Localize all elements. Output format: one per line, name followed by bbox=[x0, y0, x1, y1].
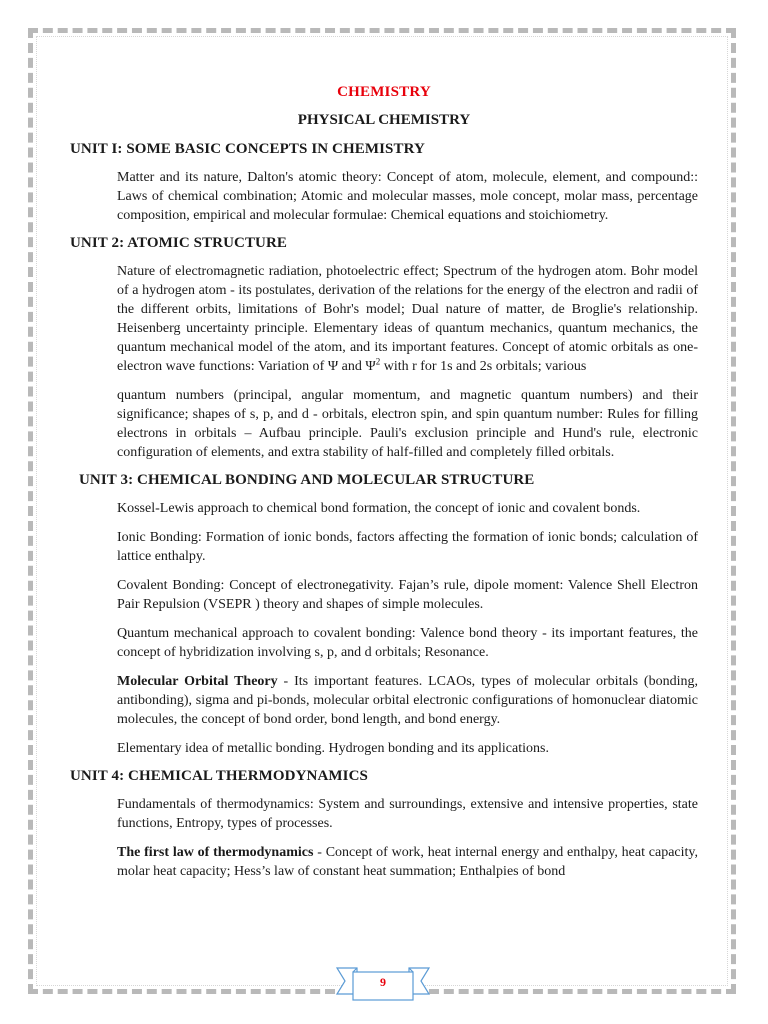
body-paragraph bbox=[117, 168, 698, 225]
body-paragraph bbox=[117, 624, 698, 662]
body-paragraph bbox=[117, 386, 698, 462]
page-number: 9 bbox=[380, 975, 386, 989]
section-title: PHYSICAL CHEMISTRY bbox=[297, 112, 471, 128]
body-paragraph bbox=[117, 739, 698, 758]
body-paragraph bbox=[117, 843, 698, 881]
paragraph-text: Covalent Bonding: Concept of electronegativity. Fajan’s rule, dipole moment: Valence Shell Electron Pair Repulsion (VSEPR ) theory and shapes of simple molecules. bbox=[117, 578, 698, 612]
paragraph-text: Fundamentals of thermodynamics: System and surroundings, extensive and intensive properties, state functions, Entropy, types of processes. bbox=[117, 797, 698, 831]
body-paragraph bbox=[117, 499, 698, 518]
document-body bbox=[70, 84, 698, 891]
superscript: 2 bbox=[375, 356, 381, 367]
page-number-badge bbox=[335, 964, 431, 1004]
document-title: CHEMISTRY bbox=[337, 84, 431, 100]
paragraph-text: Matter and its nature, Dalton's atomic theory: Concept of atom, molecule, element, and compound:: Laws of chemical combination; Atomic and molecular masses, mole concept, molar mass, percentage composition, empirical and molecular formulae: Chemical equations and stoichiometry. bbox=[117, 170, 698, 223]
body-paragraph bbox=[117, 576, 698, 614]
paragraph-text: - Its important features. LCAOs, types of molecular orbitals (bonding, antibonding), sigma and pi-bonds, molecular orbital electronic configurations of homonuclear diatomic molecules, the concept of bond order, bond length, and bond energy. bbox=[117, 674, 698, 727]
paragraph-text: quantum numbers (principal, angular momentum, and magnetic quantum numbers) and their significance; shapes of s, p, and d - orbitals, electron spin, and spin quantum number: Rules for filling electrons in orbitals – Aufbau principle. Pauli's exclusion principle and Hund's rule, electronic configuration of elements, and extra stability of half-filled and completely filled orbitals. bbox=[117, 388, 698, 460]
paragraph-text: - Concept of work, heat internal energy and enthalpy, heat capacity, molar heat capacity; Hess’s law of constant heat summation; Enthalpies of bond bbox=[117, 845, 698, 879]
paragraph-text: Elementary idea of metallic bonding. Hydrogen bonding and its applications. bbox=[117, 741, 549, 756]
unit-heading: UNIT 2: ATOMIC STRUCTURE bbox=[70, 235, 288, 251]
paragraph-text: Quantum mechanical approach to covalent bonding: Valence bond theory - its important features, the concept of hybridization involving s, p, and d orbitals; Resonance. bbox=[117, 626, 698, 660]
body-paragraph bbox=[117, 262, 698, 376]
paragraph-text: Kossel-Lewis approach to chemical bond formation, the concept of ionic and covalent bonds. bbox=[117, 501, 641, 516]
unit-heading: UNIT 4: CHEMICAL THERMODYNAMICS bbox=[70, 768, 368, 784]
paragraph-text: Ionic Bonding: Formation of ionic bonds, factors affecting the formation of ionic bonds; calculation of lattice enthalpy. bbox=[117, 530, 698, 564]
body-paragraph bbox=[117, 795, 698, 833]
units-container bbox=[70, 141, 698, 881]
unit-heading: UNIT 3: CHEMICAL BONDING AND MOLECULAR STRUCTURE bbox=[79, 472, 535, 488]
unit-heading: UNIT I: SOME BASIC CONCEPTS IN CHEMISTRY bbox=[70, 141, 425, 157]
paragraph-text: with r for 1s and 2s orbitals; various bbox=[380, 359, 587, 374]
bold-lead-in: Molecular Orbital Theory bbox=[117, 674, 278, 689]
body-paragraph bbox=[117, 528, 698, 566]
paragraph-text: Nature of electromagnetic radiation, photoelectric effect; Spectrum of the hydrogen atom. Bohr model of a hydrogen atom - its postulates, derivation of the relations for the energy of the electron and radii of the different orbits, limitations of Bohr's model; Dual nature of matter, de Broglie's relationship. Heisenberg uncertainty principle. Elementary ideas of quantum mechanics, quantum mechanics, the quantum mechanical model of the atom, and its important features. Concept of atomic orbitals as one-electron wave functions: Variation of Ψ and Ψ bbox=[117, 264, 698, 374]
bold-lead-in: The first law of thermodynamics bbox=[117, 845, 314, 860]
body-paragraph bbox=[117, 672, 698, 729]
